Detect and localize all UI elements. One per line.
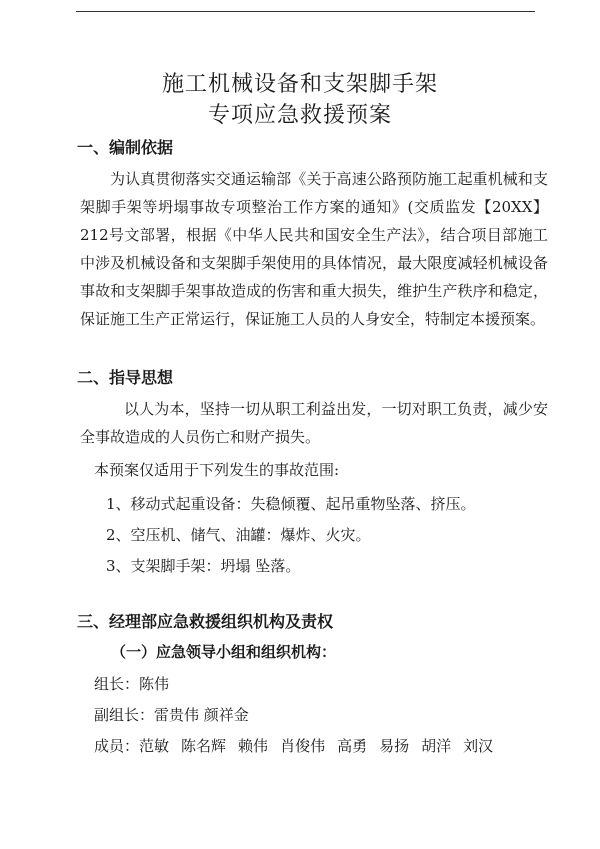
- document-title-line1: 施工机械设备和支架脚手架: [161, 72, 438, 97]
- section1-heading: 一、编制依据: [77, 138, 174, 157]
- section2-paragraph: 以人为本，坚持一切从职工利益出发，一切对职工负责，减少安全事故造成的人员伤亡和财产损失。: [80, 400, 548, 446]
- document-title-line2: 专项应急救援预案: [207, 103, 392, 128]
- member-name: 易扬: [379, 737, 410, 755]
- member-name: 胡洋: [421, 737, 452, 755]
- section1-paragraph: 为认真贯彻落实交通运输部《关于高速公路预防施工起重机械和支架脚手架等坍塌事故专项整治工作方案的通知》(交质监发【20XX】212号文部署，根据《中华人民共和国安全生产法》，结合项目部施工中涉及机械设备和支架脚手架使用的具体情况，最大限度减轻机械设备事故和支架脚手架事故造成的伤害和重大损失，维护生产秩序和稳定，保证施工生产正常运行，保证施工人员的人身安全，特制定本援预案。: [80, 170, 548, 328]
- member-name: 陈名辉: [181, 737, 227, 755]
- section3-heading: 三、经理部应急救援组织机构及责权: [77, 612, 334, 631]
- scope-item-3: 3、支架脚手架：坍塌 坠落。: [106, 557, 301, 575]
- section2-heading: 二、指导思想: [77, 368, 174, 387]
- header-rule: [76, 11, 535, 12]
- member-name: 肖俊伟: [280, 737, 326, 755]
- section3-subheading: （一）应急领导小组和组织机构：: [111, 643, 337, 661]
- scope-item-1: 1、移动式起重设备：失稳倾覆、起吊重物坠落、挤压。: [106, 495, 476, 513]
- member-name: 高勇: [337, 737, 368, 755]
- scope-item-2: 2、空压机、储气、油罐：爆炸、火灾。: [106, 526, 371, 544]
- member-name: 范敏: [139, 737, 170, 755]
- member-name: 刘汉: [463, 737, 494, 755]
- member-name: 赖伟: [238, 737, 269, 755]
- group-members: [94, 736, 505, 756]
- group-leader: 组长：陈伟: [94, 675, 170, 693]
- group-deputy: 副组长：雷贵伟 颜祥金: [94, 706, 249, 724]
- members-label: 成员：: [94, 737, 140, 755]
- scope-statement: 本预案仅适用于下列发生的事故范围:: [94, 461, 340, 479]
